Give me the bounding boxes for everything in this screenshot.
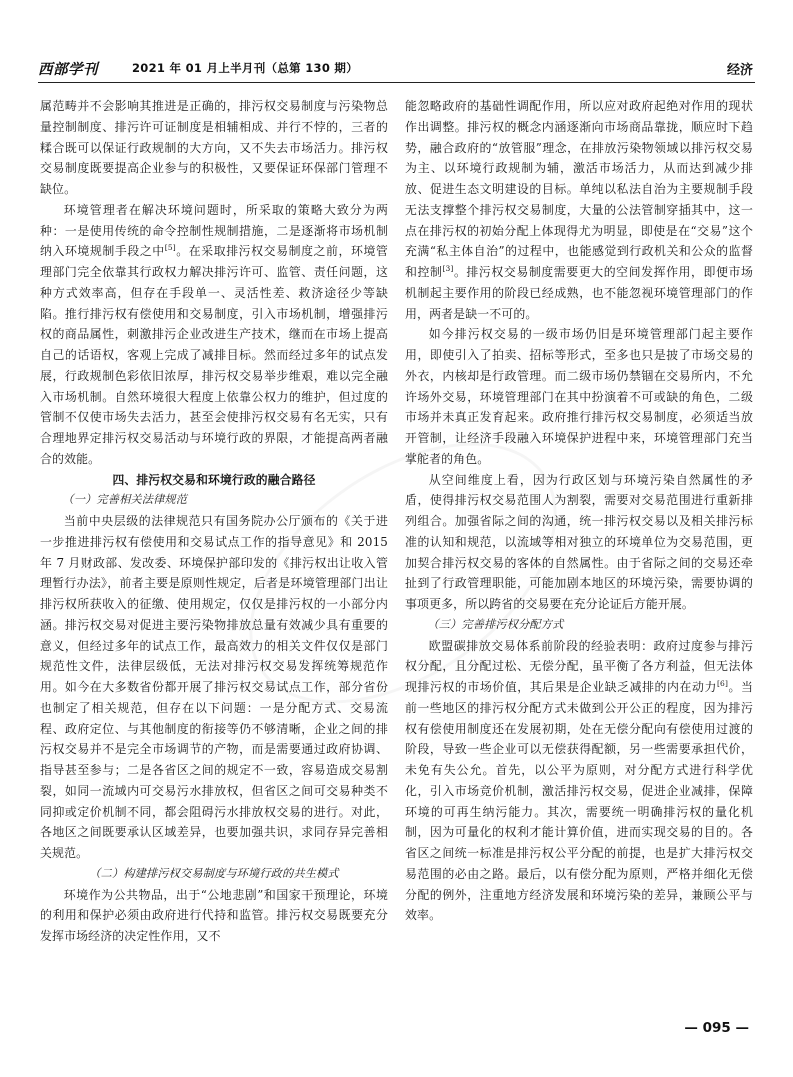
citation-ref[interactable]: [5] bbox=[164, 243, 176, 253]
issue-info: 2021 年 01 月上半月刊（总第 130 期） bbox=[132, 61, 359, 75]
subsection-heading: （三）完善排污权分配方式 bbox=[427, 617, 564, 631]
subsection-heading: （二）构建排污权交易制度与环境行政的共生模式 bbox=[89, 866, 339, 880]
page-header bbox=[38, 56, 755, 83]
paragraph: 环境作为公共物品，出于“公地悲剧”和国家干预理论，环境的利用和保护必须由政府进行代持和监管。排污权交易既要充分发挥市场经济的决定性作用，又不 bbox=[40, 887, 388, 943]
paragraph: 如今排污权交易的一级市场仍旧是环境管理部门起主要作用，即使引入了拍卖、招标等形式，至多也只是披了市场交易的外衣，内核却是行政管理。而二级市场仍禁锢在交易所内，不允许场外交易，环境管理部门在其中扮演着不可或缺的角色，二级市场并未真正发育起来。政府推行排污权交易制度，必须适当放开管制，让经济手段融入环境保护进程中来，环境管理部门充当掌舵者的角色。 bbox=[405, 327, 753, 466]
paragraph: 当前中央层级的法律规范只有国务院办公厅颁布的《关于进一步推进排污权有偿使用和交易试点工作的指导意见》和 2015 年 7 月财政部、发改委、环境保护部印发的《排污权出让收入管理暂行办法》，前者主要是原则性规定，后者是环境管理部门出让排污权所获收入的征缴、使用规定，仅仅是排污权的一小部分内涵。排污权交易对促进主要污染物排放总量有效减少具有重要的意义，但经过多年的试点工作，最高效力的相关文件仅仅是部门规范性文件，法律层级低，无法对排污权交易发挥统筹规范作用。如今在大多数省份都开展了排污权交易试点工作，部分省份也制定了相关规范，但存在以下问题：一是分配方式、交易流程、政府定位、与其他制度的衔接等仍不够清晰，企业之间的排污权交易并不是完全市场调节的产物，而是需要通过政府协调、指导甚至参与；二是各省区之间的规定不一致，容易造成交易割裂，如同一流域内可交易污水排放权，但省区之间可交易种类不同抑或定价机制不同，都会阻碍污水排放权交易的进行。对此，各地区之间既要承认区域差异，也要加强共识，求同存异完善相关规范。 bbox=[40, 514, 388, 860]
journal-logo: 西部学刊 bbox=[38, 61, 98, 78]
subsection-heading: （一）完善相关法律规范 bbox=[62, 493, 188, 507]
page-number: — 095 — bbox=[684, 1020, 749, 1036]
citation-ref[interactable]: [6] bbox=[716, 679, 729, 689]
section-label: 经济 bbox=[726, 63, 753, 78]
paragraph: 属范畴并不会影响其推进是正确的，排污权交易制度与污染物总量控制制度、排污许可证制度是相辅相成、并行不悖的，三者的糅合既可以保证行政规制的大方向，又不失去市场活力。排污权交易制度既要提高企业参与的积极性，又要保证环保部门管理不缺位。 bbox=[40, 99, 388, 196]
left-column bbox=[40, 96, 388, 947]
paragraph: 从空间维度上看，因为行政区划与环境污染自然属性的矛盾，使得排污权交易范围人为割裂，需要对交易范围进行重新排列组合。加强省际之间的沟通，统一排污权交易以及相关排污标准的认知和规范，以流域等相对独立的环境单位为交易范围，更加契合排污权交易的客体的自然属性。由于省际之间的交易还牵扯到了行政管理职能，可能加剧本地区的环境污染，需要协调的事项更多，所以跨省的交易要在充分论证后方能开展。 bbox=[405, 472, 753, 611]
paragraph: 欧盟碳排放交易体系前阶段的经验表明：政府过度参与排污权分配，且分配过松、无偿分配，虽平衡了各方利益，但无法体现排污权的市场价值，其后果是企业缺乏减排的内在动力[6]。当前一些地区的排污权分配方式未做到公开公正的程度，因为排污权有偿使用制度还在发展初期，处在无偿分配向有偿使用过渡的阶段，导致一些企业可以无偿获得配额，另一些需要承担代价，未免有失公允。首先，以公平为原则，对分配方式进行科学优化，引入市场竞价机制，激活排污权交易，促进企业减排，保障环境的可再生纳污能力。其次，需要统一明确排污权的量化机制，因为可量化的权利才能计算价值，进而实现交易的目的。各省区之间统一标准是排污权公平分配的前提，也是扩大排污权交易范围的必由之路。最后，以有偿分配为原则，严格并细化无偿分配的例外，注重地方经济发展和环境污染的差异，兼顾公平与效率。 bbox=[405, 638, 753, 923]
paragraph: 环境管理者在解决环境问题时，所采取的策略大致分为两种：一是使用传统的命令控制性规制措施，二是逐渐将市场机制纳入环境规制手段之中[5]。在采取排污权交易制度之前，环境管理部门完全依靠其行政权力解决排污许可、监管、责任问题，这种方式效率高，但存在手段单一、灵活性差、救济途径少等缺陷。推行排污权有偿使用和交易制度，引入市场机制，增强排污权的商品属性，刺激排污企业改进生产技术，继而在市场上提高自己的话语权，客观上完成了减排目标。然而经过多年的试点发展，行政规制色彩依旧浓厚，排污权交易举步维艰，难以完全融入市场机制。自然环境很大程度上依靠公权力的维护，但过度的管制不仅使市场失去活力，甚至会使排污权交易有名无实，只有合理地界定排污权交易活动与环境行政的界限，才能提高两者融合的效能。 bbox=[40, 202, 388, 466]
section-heading: 四、排污权交易和环境行政的融合路径 bbox=[112, 472, 316, 487]
citation-ref[interactable]: [3] bbox=[442, 264, 454, 274]
right-column bbox=[405, 96, 753, 926]
paragraph: 能忽略政府的基础性调配作用，所以应对政府起绝对作用的现状作出调整。排污权的概念内涵逐渐向市场商品靠拢，顺应时下趋势，融合政府的“放管服”理念，在排放污染物领域以排污权交易为主、以环境行政规制为辅，激活市场活力，从而达到减少排放、促进生态文明建设的目标。单纯以私法自治为主要规制手段无法支撑整个排污权交易制度，大量的公法管制穿插其中，这一点在排污权的初始分配上体现得尤为明显，即使是在“交易”这个充满“私主体自治”的过程中，也能感觉到行政机关和公众的监督和控制[3]。排污权交易制度需要更大的空间发挥作用，即便市场机制起主要作用的阶段已经成熟，也不能忽视环境管理部门的作用，两者是缺一不可的。 bbox=[405, 99, 753, 321]
